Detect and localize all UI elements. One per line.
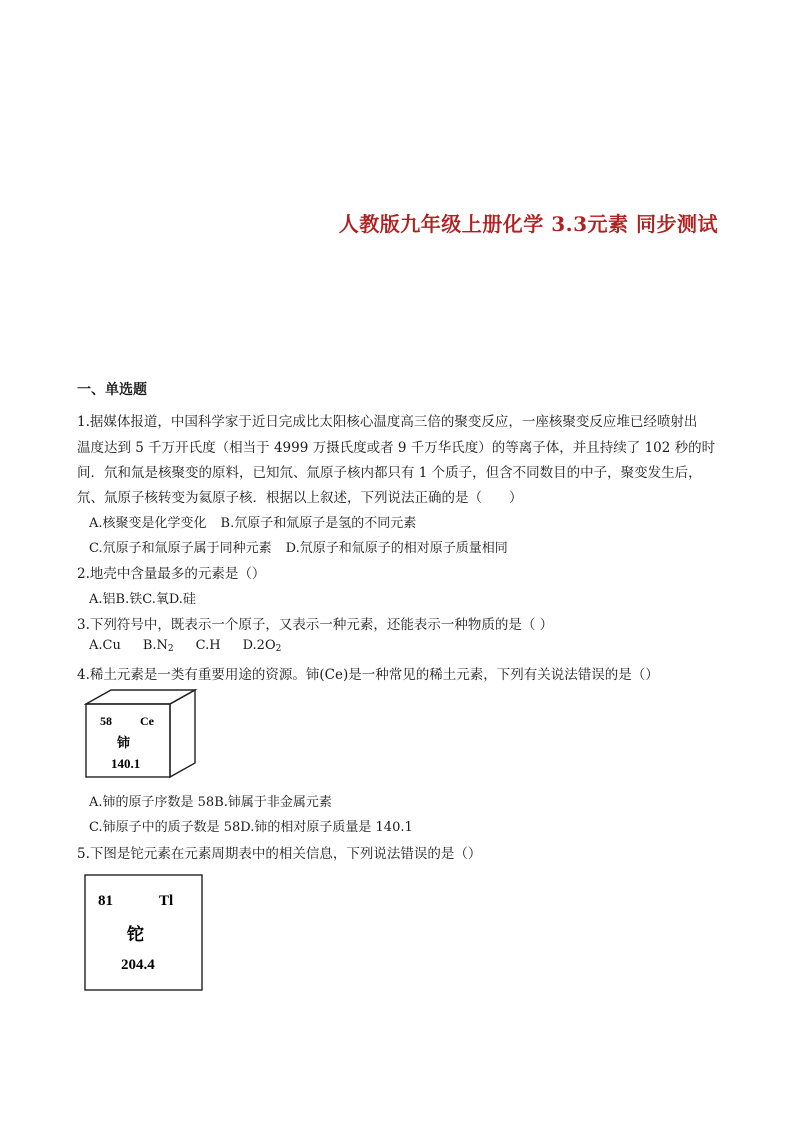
q3-option-b[interactable] (143, 638, 174, 654)
thallium-symbol: Tl (159, 893, 174, 909)
cube-top-face (86, 690, 195, 704)
cerium-element-cube (84, 688, 202, 780)
cube-side-face (170, 690, 195, 777)
q1-options-row-1 (89, 512, 416, 531)
q1-line-1: 1.据媒体报道，中国科学家于近日完成比太阳核心温度高三倍的聚变反应，一座核聚变反应堆已经喷射出 (77, 414, 698, 430)
q4-options-row-2 (89, 816, 413, 835)
q1-option-b[interactable]: B.氘原子和氚原子是氢的不同元素 (220, 516, 417, 531)
cube-outline (86, 690, 195, 777)
q3-stem: 3.下列符号中，既表示一个原子，又表示一种元素，还能表示一种物质的是（ ） (77, 617, 554, 633)
cerium-atomic-number: 58 (100, 714, 112, 728)
thallium-name: 铊 (127, 925, 144, 944)
thallium-element-card (84, 874, 204, 992)
q5-stem: 5.下图是铊元素在元素周期表中的相关信息，下列说法错误的是（） (77, 846, 482, 862)
q4-options-row-1 (89, 791, 332, 810)
q4-option-c[interactable]: C.铈原子中的质子数是 58 (89, 820, 241, 835)
q2-stem: 2.地壳中含量最多的元素是（） (77, 566, 266, 582)
q4-option-d[interactable]: D.铈的相对原子质量是 140.1 (240, 820, 413, 835)
thallium-atomic-mass: 204.4 (121, 957, 155, 973)
q2-option-b[interactable]: B.铁 (115, 592, 143, 607)
q3-option-a[interactable]: A.Cu (89, 638, 121, 653)
q3-option-d-subscript: 2 (275, 644, 282, 654)
q1-option-a[interactable]: A.核聚变是化学变化 (89, 516, 207, 531)
q1-option-d[interactable]: D.氘原子和氚原子的相对原子质量相同 (285, 541, 508, 556)
q3-option-b-text: B.N (142, 638, 168, 653)
q3-option-d-text: D.2O (242, 638, 276, 653)
q4-stem: 4.稀土元素是一类有重要用途的资源。铈(Ce)是一种常见的稀土元素，下列有关说法错误的是（） (77, 667, 659, 683)
q4-option-b[interactable]: B.铈属于非金属元素 (214, 795, 332, 810)
cerium-atomic-mass: 140.1 (111, 756, 141, 771)
q3-option-d[interactable] (243, 638, 282, 654)
q3-option-c[interactable]: C.H (195, 638, 221, 653)
thallium-atomic-number: 81 (98, 893, 113, 909)
q1-line-2: 温度达到 5 千万开氏度（相当于 4999 万摄氏度或者 9 千万华氏度）的等离子体，并且持续了 102 秒的时 (77, 440, 716, 456)
q4-option-a[interactable]: A.铈的原子序数是 58 (89, 795, 215, 810)
q1-options-row-2 (89, 537, 508, 556)
cerium-symbol: Ce (140, 714, 154, 728)
q2-options (89, 588, 196, 607)
q3-option-b-subscript: 2 (167, 644, 174, 654)
q2-option-d[interactable]: D.硅 (168, 592, 196, 607)
page-title: 人教版九年级上册化学 3.3元素 同步测试 (338, 212, 718, 236)
cerium-name: 铈 (117, 735, 131, 750)
q2-option-a[interactable]: A.铝 (89, 592, 116, 607)
q2-option-c[interactable]: C.氧 (142, 592, 169, 607)
q1-option-c[interactable]: C.氘原子和氚原子属于同种元素 (89, 541, 272, 556)
section-heading: 一、单选题 (77, 382, 147, 398)
q3-options (89, 638, 281, 654)
q1-line-4: 氘、氚原子核转变为氦原子核．根据以上叙述，下列说法正确的是（ ） (77, 490, 523, 506)
q1-line-3: 间．氘和氚是核聚变的原料，已知氘、氚原子核内都只有 1 个质子，但含不同数目的中子，聚变发生后， (77, 465, 702, 481)
